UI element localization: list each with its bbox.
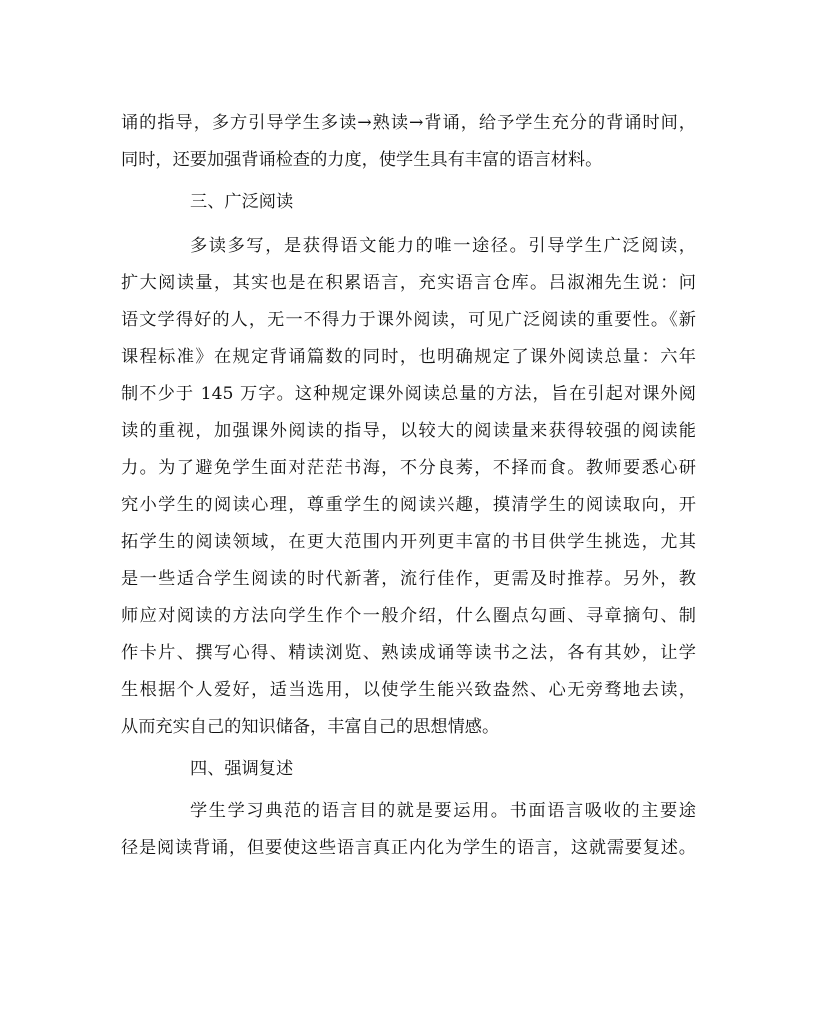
paragraph-line: 学生学习典范的语言目的就是要运用。书面语言吸收的主要途 [190,801,696,821]
section-heading-4: 四、强调复述 [190,759,294,779]
paragraph-line: 从而充实自己的知识储备，丰富自己的思想情感。 [121,717,500,737]
paragraph-line: 课程标准》在规定背诵篇数的同时，也明确规定了课外阅读总量：六年 [121,347,696,367]
paragraph-line: 扩大阅读量，其实也是在积累语言，充实语言仓库。吕淑湘先生说：问 [121,273,696,293]
paragraph-line: 读的重视，加强课外阅读的指导，以较大的阅读量来获得较强的阅读能 [121,421,696,441]
paragraph-line: 诵的指导，多方引导学生多读→熟读→背诵，给予学生充分的背诵时间， [121,113,696,133]
section-heading-3: 三、广泛阅读 [190,192,294,212]
paragraph-line: 生根据个人爱好，适当选用，以使学生能兴致盎然、心无旁骛地去读， [121,680,696,700]
paragraph-line: 语文学得好的人，无一不得力于课外阅读，可见广泛阅读的重要性。《新 [121,310,696,330]
paragraph-line: 径是阅读背诵，但要使这些语言真正内化为学生的语言，这就需要复述。 [121,838,696,858]
paragraph-line: 师应对阅读的方法向学生作个一般介绍，什么圈点勾画、寻章摘句、制 [121,606,696,626]
paragraph-line: 是一些适合学生阅读的时代新著，流行佳作，更需及时推荐。另外，教 [121,569,696,589]
paragraph-line: 制不少于 145 万字。这种规定课外阅读总量的方法，旨在引起对课外阅 [121,384,696,404]
paragraph-line: 多读多写，是获得语文能力的唯一途径。引导学生广泛阅读， [190,236,696,256]
paragraph-line: 力。为了避免学生面对茫茫书海，不分良莠，不择而食。教师要悉心研 [121,458,696,478]
paragraph-line: 同时，还要加强背诵检查的力度，使学生具有丰富的语言材料。 [121,150,603,170]
paragraph-line: 作卡片、撰写心得、精读浏览、熟读成诵等读书之法，各有其妙，让学 [121,643,696,663]
paragraph-line: 究小学生的阅读心理，尊重学生的阅读兴趣，摸清学生的阅读取向，开 [121,495,696,515]
paragraph-line: 拓学生的阅读领域，在更大范围内开列更丰富的书目供学生挑选，尤其 [121,532,696,552]
